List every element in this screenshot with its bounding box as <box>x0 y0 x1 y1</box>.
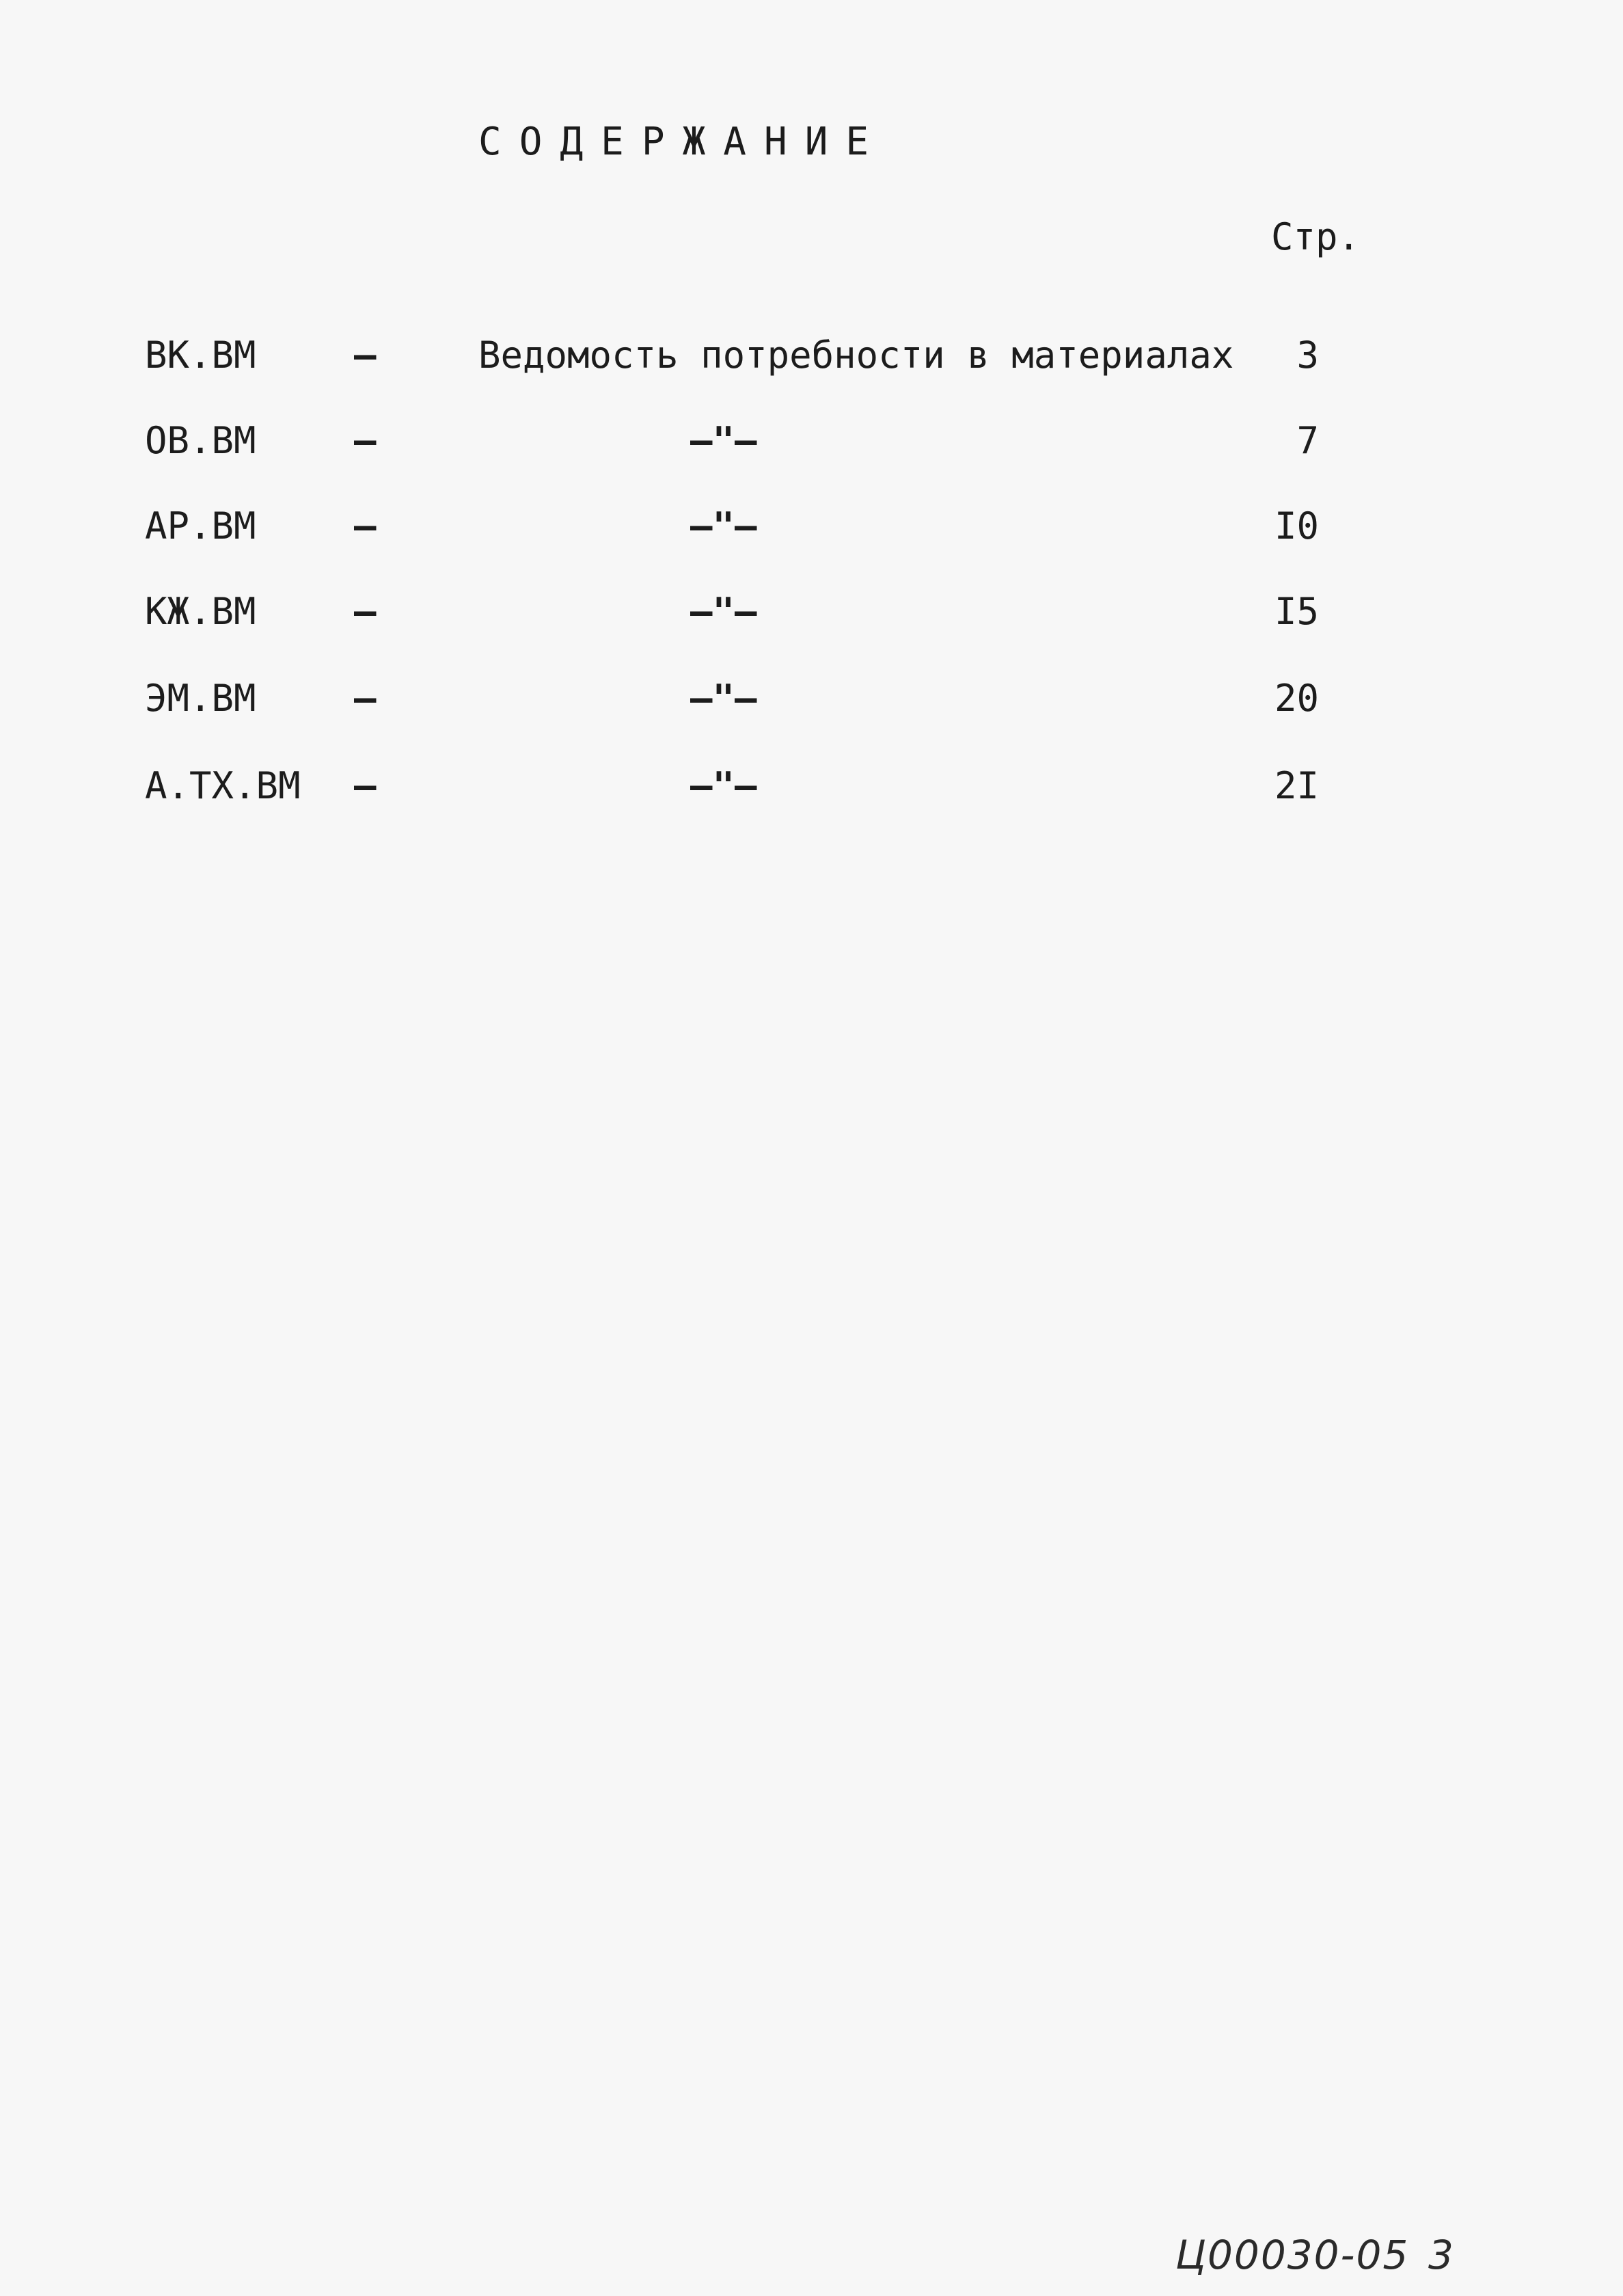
toc-row <box>0 499 1623 554</box>
toc-row <box>0 759 1623 813</box>
toc-description-ditto: –"– <box>690 504 757 548</box>
toc-row <box>0 671 1623 726</box>
toc-dash: – <box>354 677 377 720</box>
toc-description-ditto: –"– <box>690 590 757 633</box>
toc-description-ditto: –"– <box>690 764 757 807</box>
toc-page-number: 20 <box>1274 677 1319 720</box>
toc-description-ditto: –"– <box>690 677 757 720</box>
toc-page-number: 7 <box>1296 419 1319 462</box>
toc-row <box>0 414 1623 468</box>
toc-code: А.ТХ.ВМ <box>145 764 301 807</box>
toc-page-number: I5 <box>1274 590 1319 633</box>
toc-row <box>0 328 1623 383</box>
toc-page-number: 2I <box>1274 764 1319 807</box>
page-title: СОДЕРЖАНИЕ <box>478 120 887 164</box>
toc-dash: – <box>354 504 377 548</box>
toc-dash: – <box>354 419 377 462</box>
footer-page-number: 3 <box>1428 2232 1454 2278</box>
toc-code: КЖ.ВМ <box>145 590 256 633</box>
toc-code: ОВ.ВМ <box>145 419 256 462</box>
toc-dash: – <box>354 334 377 377</box>
document-code: Ц00030-05 <box>1175 2232 1410 2278</box>
page-column-header: Стр. <box>1271 215 1361 258</box>
toc-code: АР.ВМ <box>145 504 256 548</box>
toc-description: Ведомость потребности в материалах <box>478 334 1234 377</box>
toc-row <box>0 584 1623 639</box>
toc-description-ditto: –"– <box>690 419 757 462</box>
toc-page-number: I0 <box>1274 504 1319 548</box>
toc-code: ВК.ВМ <box>145 334 256 377</box>
toc-code: ЭМ.ВМ <box>145 677 256 720</box>
toc-dash: – <box>354 590 377 633</box>
toc-dash: – <box>354 764 377 807</box>
toc-page-number: 3 <box>1296 334 1319 377</box>
